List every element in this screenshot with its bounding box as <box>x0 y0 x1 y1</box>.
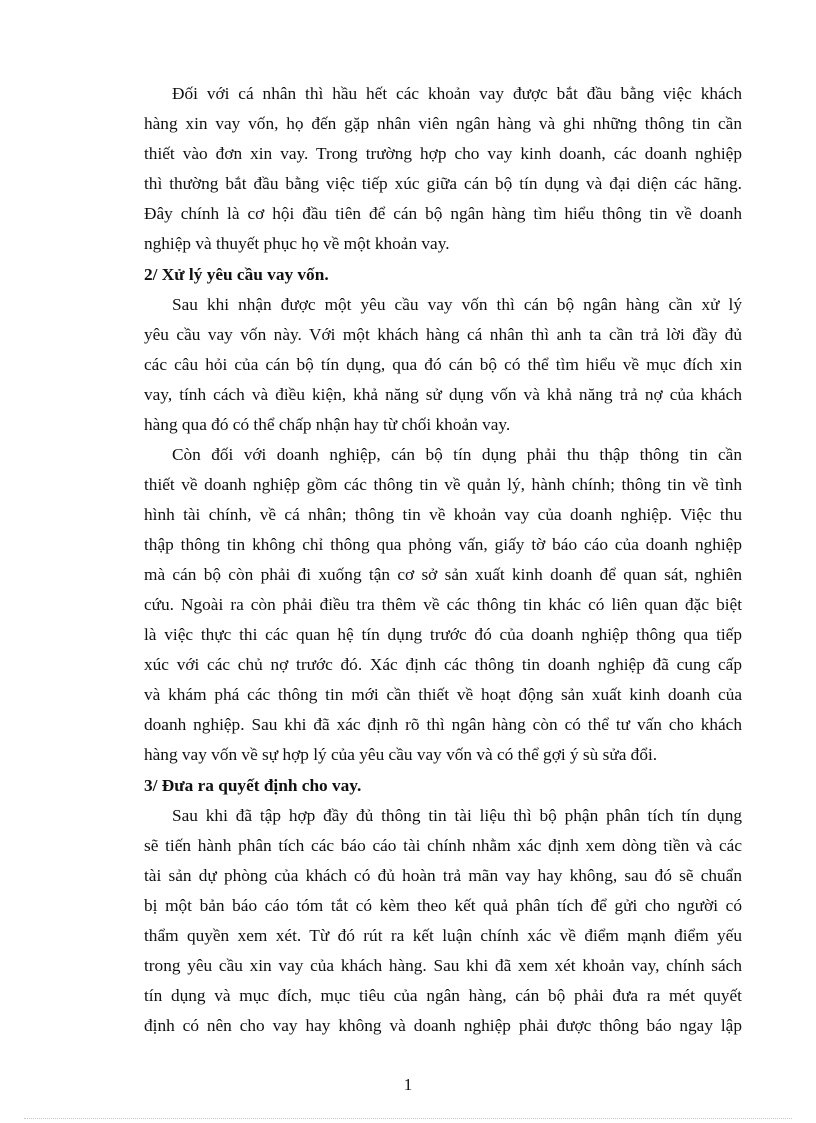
paragraph-3-line-1: Còn đối với doanh nghiệp, cán bộ tín dụng phải thu thập thông tin cần <box>172 445 742 464</box>
page-number: 1 <box>403 1075 413 1094</box>
paragraph-3-line-10: doanh nghiệp. Sau khi đã xác định rõ thì ngân hàng còn có thể tư vấn cho khách <box>144 715 742 734</box>
paragraph-3-line-11: hàng vay vốn về sự hợp lý của yêu cầu vay vốn và có thể gợi ý sù sửa đổi. <box>144 745 658 764</box>
paragraph-4-line-7: tín dụng và mục đích, mục tiêu của ngân hàng, cán bộ phải đưa ra mét quyết <box>144 986 742 1005</box>
paragraph-1-line-1: Đối với cá nhân thì hầu hết các khoản vay được bắt đầu bằng việc khách <box>172 84 742 103</box>
paragraph-2-line-5: hàng qua đó có thể chấp nhận hay từ chối khoản vay. <box>144 415 511 434</box>
paragraph-1-line-5: Đây chính là cơ hội đầu tiên để cán bộ ngân hàng tìm hiểu thông tin về doanh <box>144 204 742 223</box>
paragraph-2-line-4: vay, tính cách và điều kiện, khả năng sử dụng vốn và khả năng trả nợ của khách <box>144 385 742 404</box>
paragraph-4-line-1: Sau khi đã tập hợp đầy đủ thông tin tài liệu thì bộ phận phân tích tín dụng <box>172 806 742 825</box>
paragraph-2-line-1: Sau khi nhận được một yêu cầu vay vốn thì cán bộ ngân hàng cần xử lý <box>172 295 742 314</box>
paragraph-1-line-2: hàng xin vay vốn, họ đến gặp nhân viên ngân hàng và ghi những thông tin cần <box>144 114 742 133</box>
paragraph-4-line-4: bị một bản báo cáo tóm tắt có kèm theo kết quả phân tích để gửi cho người có <box>144 896 742 915</box>
paragraph-2-line-3: các câu hỏi của cán bộ tín dụng, qua đó cán bộ có thể tìm hiểu về mục đích xin <box>144 355 742 374</box>
page-break-rule <box>24 1118 792 1119</box>
section-heading-2: 2/ Xử lý yêu cầu vay vốn. <box>144 265 329 284</box>
paragraph-1-line-4: thì thường bắt đầu bằng việc tiếp xúc giữa cán bộ tín dụng và đại diện các hãng. <box>144 174 742 193</box>
paragraph-3-line-6: cứu. Ngoài ra còn phải điều tra thêm về các thông tin khác có liên quan đặc biệt <box>144 595 742 614</box>
paragraph-4-line-8: định có nên cho vay hay không và doanh nghiệp phải được thông báo ngay lập <box>144 1016 742 1035</box>
paragraph-3-line-5: mà cán bộ còn phải đi xuống tận cơ sở sản xuất kinh doanh để quan sát, nghiên <box>144 565 742 584</box>
paragraph-3-line-8: xúc với các chủ nợ trước đó. Xác định các thông tin doanh nghiệp đã cung cấp <box>144 655 742 674</box>
paragraph-3-line-3: hình tài chính, về cá nhân; thông tin về khoản vay của doanh nghiệp. Việc thu <box>144 505 742 524</box>
paragraph-2-line-2: yêu cầu vay vốn này. Với một khách hàng cá nhân thì anh ta cần trả lời đầy đủ <box>144 325 742 344</box>
paragraph-4-line-3: tài sản dự phòng của khách có đủ hoàn trả mãn vay hay không, sau đó sẽ chuẩn <box>144 866 742 885</box>
section-heading-3: 3/ Đưa ra quyết định cho vay. <box>144 776 362 795</box>
paragraph-1-line-6: nghiệp và thuyết phục họ về một khoản vay. <box>144 234 450 253</box>
paragraph-4-line-6: trong yêu cầu xin vay của khách hàng. Sau khi đã xem xét khoản vay, chính sách <box>144 956 742 975</box>
paragraph-3-line-2: thiết về doanh nghiệp gồm các thông tin về quản lý, hành chính; thông tin về tình <box>144 475 742 494</box>
paragraph-3-line-7: là việc thực thi các quan hệ tín dụng trước đó của doanh nghiệp thông qua tiếp <box>144 625 742 644</box>
paragraph-4-line-5: thẩm quyền xem xét. Từ đó rút ra kết luận chính xác về điểm mạnh điểm yếu <box>144 926 742 945</box>
paragraph-1-line-3: thiết vào đơn xin vay. Trong trường hợp cho vay kinh doanh, các doanh nghiệp <box>144 144 742 163</box>
paragraph-3-line-4: thập thông tin không chỉ thông qua phỏng vấn, giấy tờ báo cáo của doanh nghiệp <box>144 535 742 554</box>
paragraph-3-line-9: và khám phá các thông tin mới cần thiết về hoạt động sản xuất kinh doanh của <box>144 685 742 704</box>
paragraph-4-line-2: sẽ tiến hành phân tích các báo cáo tài chính nhằm xác định xem dòng tiền và các <box>144 836 742 855</box>
